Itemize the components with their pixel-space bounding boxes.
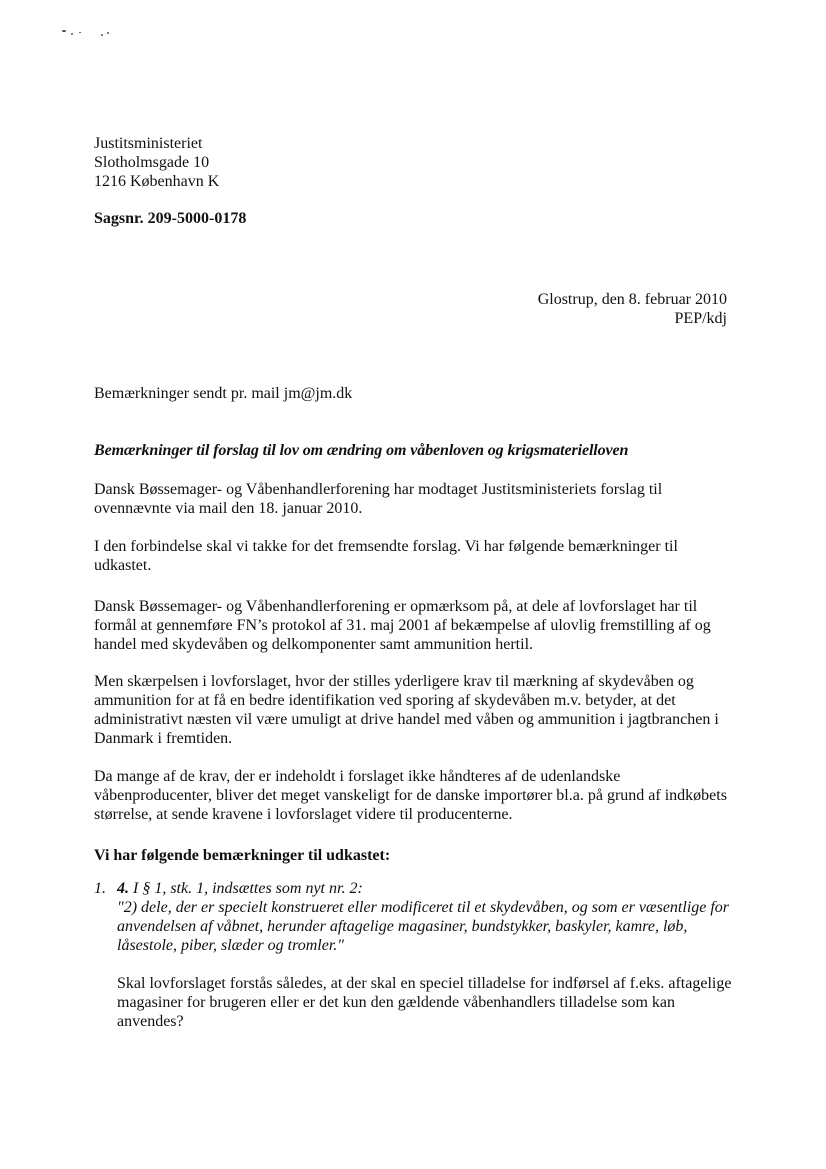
paragraph-5: Da mange af de krav, der er indeholdt i forslaget ikke håndteres af de udenlandske våbenproducenter, bliver det meget vanskeligt for de danske importører bl.a. på grund af indkøbets størrelse, at sende kravene i lovforslaget videre til producenterne. [94,768,727,823]
subject-line: Bemærkninger til forslag til lov om ændring om våbenloven og krigsmaterielloven [94,442,629,459]
scan-specks [55,20,125,80]
item-reference [117,879,734,898]
remarks-heading: Vi har følgende bemærkninger til udkastet: [94,847,391,864]
recipient-city: 1216 København K [94,173,220,190]
paragraph-4: Men skærpelsen i lovforslaget, hvor der stilles yderligere krav til mærkning af skydevåben og ammunition for at få en bedre identifikation ved sporing af skydevåben m.v. betyder, at det administrativt næsten vil være umuligt at drive handel med våben og ammunition i jagtbranchen i Danmark i fremtiden. [94,673,719,747]
item-question: Skal lovforslaget forstås således, at der skal en speciel tilladelse for indførsel af f.eks. aftagelige magasiner for brugeren eller er det kun den gældende våbenhandlers tilladelse som kan anvendes? [117,975,732,1030]
sent-note: Bemærkninger sendt pr. mail jm@jm.dk [94,385,353,402]
item-ref-rest: I § 1, stk. 1, indsættes som nyt nr. 2: [129,880,363,897]
recipient-street: Slotholmsgade 10 [94,154,210,171]
item-number: 1. [94,880,106,897]
recipient-name: Justitsministeriet [94,135,203,152]
item-quote: "2) dele, der er specielt konstrueret eller modificeret til et skydevåben, og som er væsentlige for anvendelsen af våbnet, herunder aftagelige magasiner, bundstykker, baskyler, kamre, løb, låsestole, piber, slæder og tromler." [117,899,730,954]
place-date: Glostrup, den 8. februar 2010 [537,291,727,308]
paragraph-2: I den forbindelse skal vi takke for det fremsendte forslag. Vi har følgende bemærkninger til udkastet. [94,538,678,574]
paragraph-3: Dansk Bøssemager- og Våbenhandlerforening er opmærksom på, at dele af lovforslaget har til formål at gennemføre FN’s protokol af 31. maj 2001 af bekæmpelse af ulovlig fremstilling af og handel med skydevåben og delkomponenter samt ammunition hertil. [94,598,711,653]
item-ref-bold: 4. [117,880,129,897]
recipient-address [94,134,494,191]
reference: PEP/kdj [674,310,727,327]
dateline [538,290,727,328]
item-body [117,879,734,1031]
paragraph-1: Dansk Bøssemager- og Våbenhandlerforening har modtaget Justitsministeriets forslag til ovennævnte via mail den 18. januar 2010. [94,481,663,517]
case-number: Sagsnr. 209-5000-0178 [94,210,247,227]
